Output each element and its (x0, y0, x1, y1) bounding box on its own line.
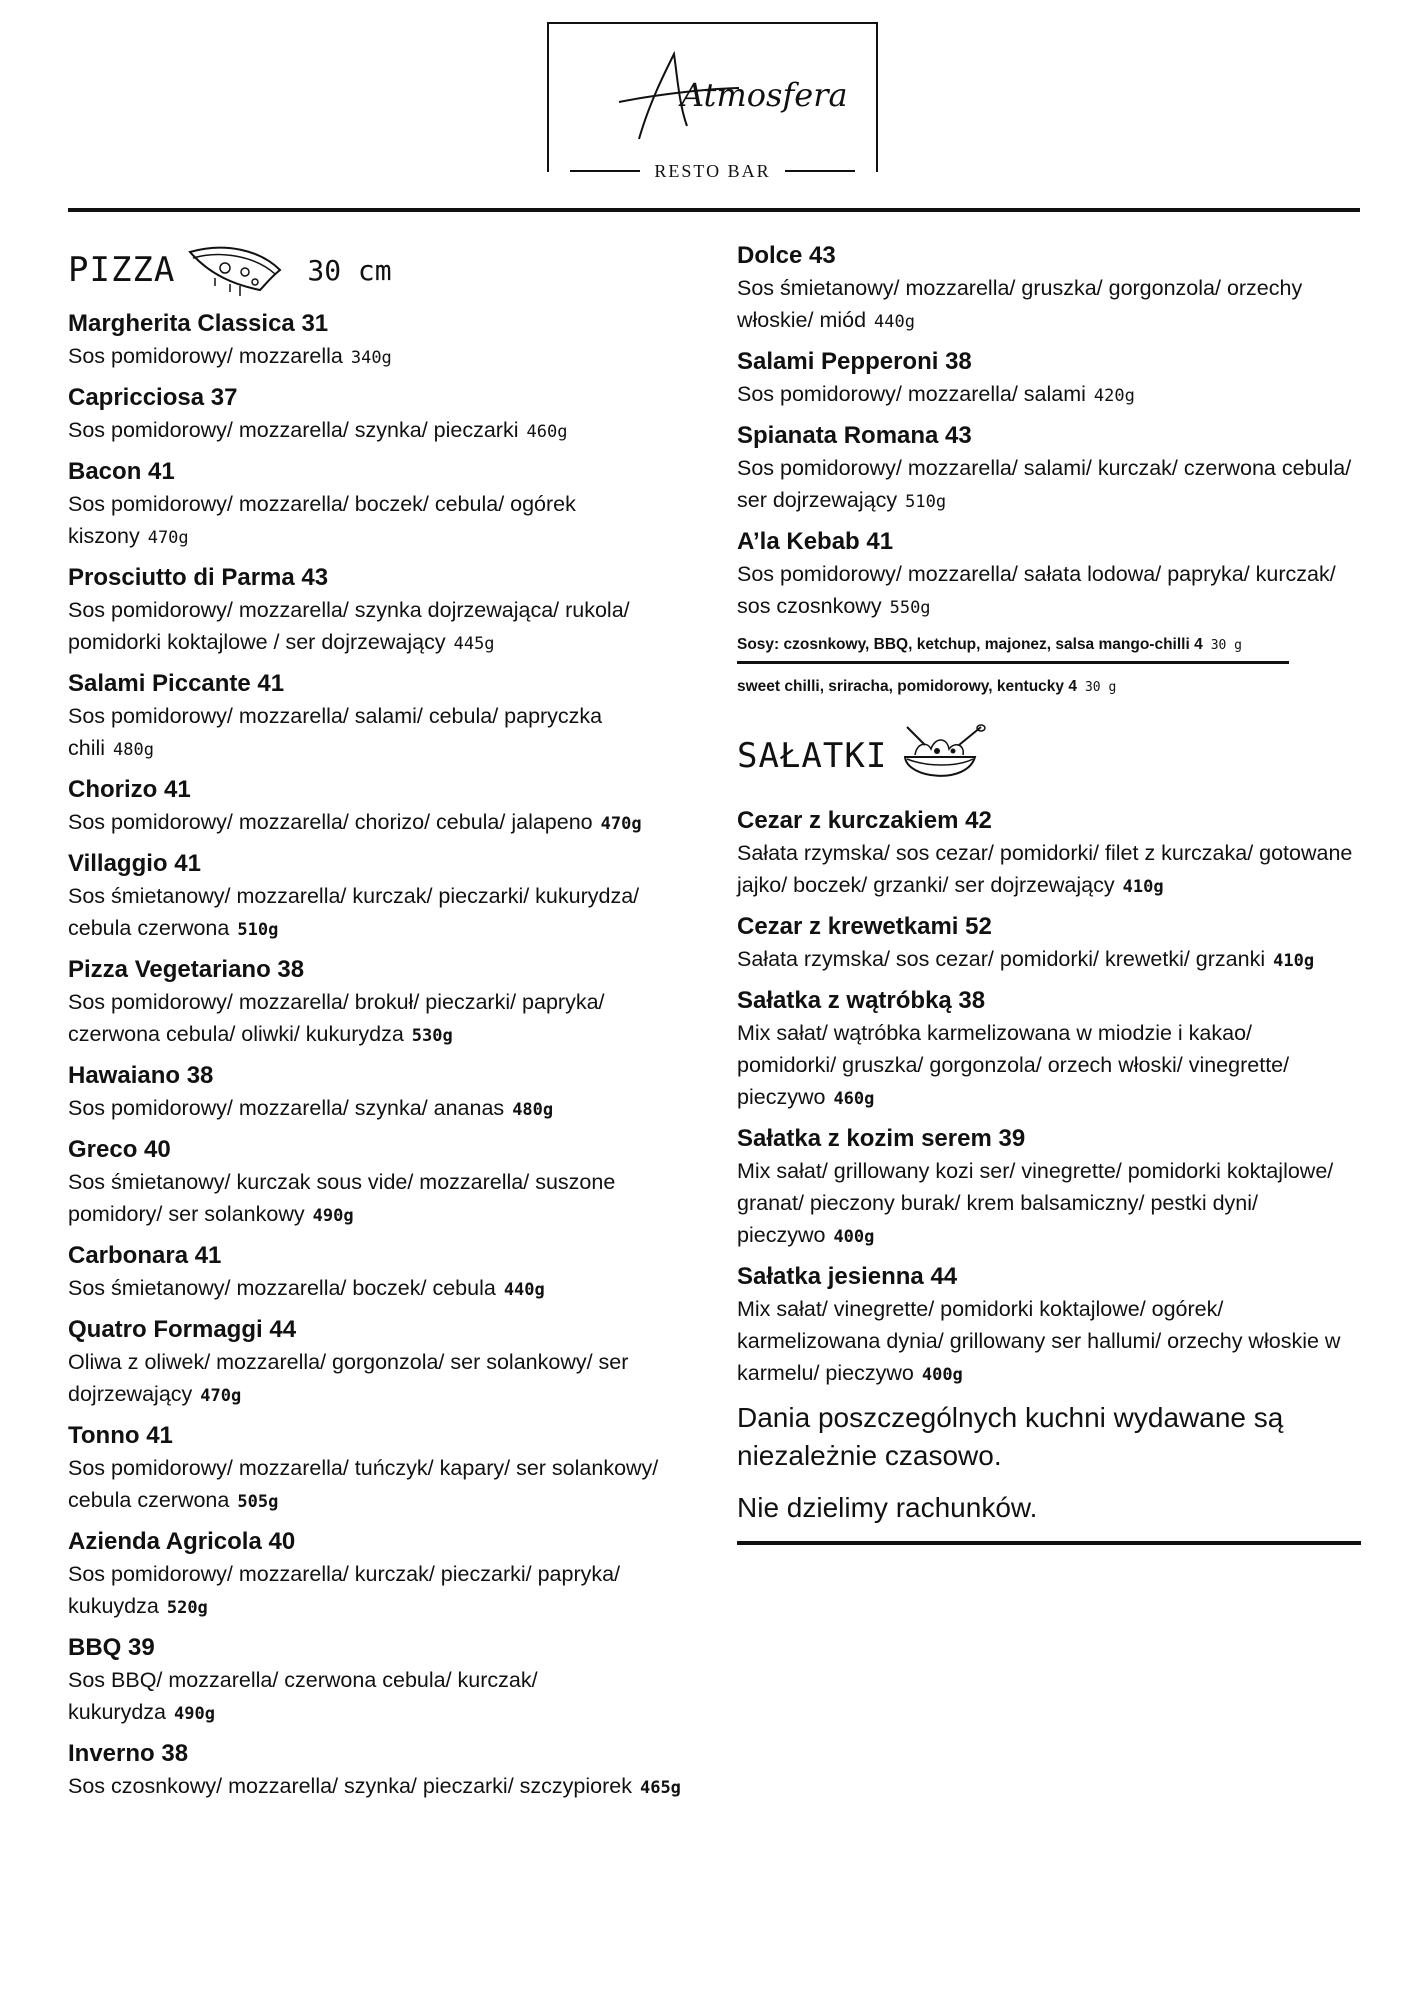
pizza-item-weight: 490g (312, 1206, 354, 1226)
pizza-item-name: Bacon 41 (68, 458, 175, 485)
salads-header (737, 721, 1357, 791)
pizza-item-description (68, 1092, 688, 1126)
pizza-list (68, 308, 688, 1804)
pizza-item-description (68, 1558, 688, 1624)
pizza-header (68, 240, 688, 300)
pizza-item-description (68, 1770, 688, 1804)
pizza-item-name: Dolce 43 (737, 242, 836, 269)
pizza-item-description (737, 452, 1357, 518)
salad-item (737, 1261, 1357, 1391)
bills-note: Nie dzielimy rachunków. (737, 1492, 1038, 1523)
pizza-item-name: A’la Kebab 41 (737, 528, 894, 555)
salad-item-description (737, 1293, 1357, 1391)
logo-subtitle-row (549, 156, 876, 186)
pizza-item-ingredients: Sos BBQ/ mozzarella/ czerwona cebula/ kurczak/ kukurydza (68, 1668, 538, 1724)
salad-item-weight: 400g (833, 1227, 875, 1247)
top-divider (68, 208, 1360, 212)
salad-item-ingredients: Mix sałat/ grillowany kozi ser/ vinegrette/ pomidorki koktajlowe/ granat/ pieczony burak/ krem balsamiczny/ pestki dyni/ pieczywo (737, 1159, 1334, 1247)
pizza-item-description (68, 986, 688, 1052)
pizza-item-ingredients: Sos pomidorowy/ mozzarella/ szynka/ pieczarki (68, 418, 519, 442)
pizza-item-ingredients: Sos śmietanowy/ mozzarella/ boczek/ cebula (68, 1276, 496, 1300)
sauces-text-1: Sosy: czosnkowy, BBQ, ketchup, majonez, salsa mango-chilli 4 (737, 636, 1203, 653)
pizza-item-ingredients: Sos śmietanowy/ kurczak sous vide/ mozzarella/ suszone pomidory/ ser solankowy (68, 1170, 616, 1226)
pizza-item-weight: 470g (200, 1386, 242, 1406)
pizza-item (68, 1632, 688, 1730)
pizza-item-weight: 340g (350, 348, 392, 368)
pizza-item-weight: 550g (889, 598, 931, 618)
pizza-item-name: Villaggio 41 (68, 850, 201, 877)
pizza-item-description (68, 594, 688, 660)
pizza-item-description (68, 700, 688, 766)
pizza-item (737, 346, 1357, 412)
salads-title: SAŁATKI (737, 736, 888, 776)
salad-item (737, 1123, 1357, 1253)
pizza-item-weight: 530g (411, 1026, 453, 1046)
sauces-weight-1: 30 g (1210, 638, 1243, 653)
pizza-item-ingredients: Sos pomidorowy/ mozzarella/ sałata lodowa/ papryka/ kurczak/ sos czosnkowy (737, 562, 1336, 618)
pizza-item-weight: 470g (600, 814, 642, 834)
pizza-item-description (68, 1664, 688, 1730)
bottom-divider (737, 1541, 1361, 1545)
pizza-item-weight: 445g (453, 634, 495, 654)
salad-item-weight: 410g (1122, 877, 1164, 897)
pizza-item-ingredients: Sos pomidorowy/ mozzarella/ tuńczyk/ kapary/ ser solankowy/ cebula czerwona (68, 1456, 659, 1512)
pizza-item-name: Capricciosa 37 (68, 384, 238, 411)
pizza-item-description (68, 414, 688, 448)
salad-item (737, 911, 1357, 977)
pizza-item-name: Margherita Classica 31 (68, 310, 329, 337)
pizza-item-ingredients: Sos pomidorowy/ mozzarella/ szynka/ ananas (68, 1096, 505, 1120)
pizza-item (68, 954, 688, 1052)
pizza-item-weight: 510g (237, 920, 279, 940)
pizza-item-name: Greco 40 (68, 1136, 171, 1163)
pizza-item-weight: 520g (166, 1598, 208, 1618)
salad-item-ingredients: Mix sałat/ vinegrette/ pomidorki koktajlowe/ ogórek/ karmelizowana dynia/ grillowany ser hallumi/ orzechy włoskie w karmelu/ pieczywo (737, 1297, 1341, 1385)
pizza-item (737, 420, 1357, 518)
pizza-item-name: Azienda Agricola 40 (68, 1528, 296, 1555)
pizza-item-weight: 440g (503, 1280, 545, 1300)
pizza-item-ingredients: Sos pomidorowy/ mozzarella/ salami/ cebula/ papryczka chili (68, 704, 603, 760)
pizza-item (68, 668, 688, 766)
pizza-item-ingredients: Sos pomidorowy/ mozzarella/ szynka dojrzewająca/ rukola/ pomidorki koktajlowe / ser dojrzewający (68, 598, 630, 654)
pizza-item (68, 1240, 688, 1306)
salad-item-name: Cezar z kurczakiem 42 (737, 807, 992, 834)
pizza-item-weight: 480g (512, 1100, 554, 1120)
timing-note: Dania poszczególnych kuchni wydawane są niezależnie czasowo. (737, 1402, 1284, 1471)
pizza-item (68, 1420, 688, 1518)
pizza-item-ingredients: Oliwa z oliwek/ mozzarella/ gorgonzola/ ser solankowy/ ser dojrzewający (68, 1350, 629, 1406)
pizza-item-description (68, 1272, 688, 1306)
salad-bowl-icon (897, 723, 987, 789)
pizza-slice-icon (185, 240, 285, 300)
sauces-line-1 (737, 634, 1357, 657)
pizza-item-description (68, 1166, 688, 1232)
pizza-item-name: BBQ 39 (68, 1634, 155, 1661)
logo-subtitle: RESTO BAR (650, 161, 774, 182)
pizza-item (68, 1738, 688, 1804)
pizza-item-weight: 510g (905, 492, 947, 512)
pizza-item-description (68, 1346, 688, 1412)
pizza-item-name: Hawaiano 38 (68, 1062, 214, 1089)
salad-item-weight: 400g (921, 1365, 963, 1385)
pizza-size: 30 cm (307, 253, 392, 287)
pizza-title: PIZZA (68, 250, 176, 290)
pizza-item-name: Inverno 38 (68, 1740, 189, 1767)
pizza-item-ingredients: Sos pomidorowy/ mozzarella (68, 344, 343, 368)
pizza-item-name: Chorizo 41 (68, 776, 191, 803)
pizza-item (68, 456, 688, 554)
pizza-item-description (68, 880, 688, 946)
salad-item-name: Sałatka z wątróbką 38 (737, 987, 986, 1014)
salad-item-description (737, 837, 1357, 903)
sauces-weight-2: 30 g (1084, 680, 1117, 695)
salad-item (737, 985, 1357, 1115)
pizza-item-description (737, 272, 1357, 338)
pizza-item-ingredients: Sos pomidorowy/ mozzarella/ brokuł/ pieczarki/ papryka/ czerwona cebula/ oliwki/ kukurydza (68, 990, 605, 1046)
salad-item-weight: 410g (1273, 951, 1315, 971)
pizza-item-weight: 460g (526, 422, 568, 442)
salad-list (737, 805, 1357, 1391)
logo (547, 22, 878, 181)
pizza-item (737, 240, 1357, 338)
salad-item-description (737, 943, 1357, 977)
pizza-item-description (68, 1452, 688, 1518)
pizza-item-description (737, 558, 1357, 624)
pizza-item-description (68, 806, 688, 840)
salad-item-name: Sałatka jesienna 44 (737, 1263, 958, 1290)
pizza-item (68, 562, 688, 660)
pizza-item (737, 526, 1357, 624)
logo-script (579, 44, 849, 144)
salad-item (737, 805, 1357, 903)
sauces-text-2: sweet chilli, sriracha, pomidorowy, kentucky 4 (737, 678, 1077, 695)
right-column (737, 240, 1357, 1545)
pizza-item-description (737, 378, 1357, 412)
salad-item-ingredients: Sałata rzymska/ sos cezar/ pomidorki/ krewetki/ grzanki (737, 947, 1266, 971)
pizza-item-ingredients: Sos czosnkowy/ mozzarella/ szynka/ pieczarki/ szczypiorek (68, 1774, 632, 1798)
pizza-item-ingredients: Sos pomidorowy/ mozzarella/ boczek/ cebula/ ogórek kiszony (68, 492, 576, 548)
salad-item-description (737, 1017, 1357, 1115)
pizza-item-name: Carbonara 41 (68, 1242, 222, 1269)
pizza-item-weight: 470g (147, 528, 189, 548)
pizza-item-ingredients: Sos śmietanowy/ mozzarella/ kurczak/ pieczarki/ kukurydza/ cebula czerwona (68, 884, 640, 940)
pizza-item-description (68, 488, 688, 554)
pizza-item-name: Spianata Romana 43 (737, 422, 972, 449)
pizza-item (68, 1060, 688, 1126)
pizza-item-ingredients: Sos pomidorowy/ mozzarella/ salami (737, 382, 1086, 406)
pizza-item (68, 382, 688, 448)
pizza-item-name: Prosciutto di Parma 43 (68, 564, 329, 591)
salad-item-ingredients: Sałata rzymska/ sos cezar/ pomidorki/ filet z kurczaka/ gotowane jajko/ boczek/ grzanki/ ser dojrzewający (737, 841, 1353, 897)
pizza-item (68, 308, 688, 374)
pizza-item-weight: 480g (113, 740, 154, 760)
left-column (68, 240, 688, 1812)
pizza-item-weight: 465g (639, 1778, 681, 1798)
pizza-item (68, 1526, 688, 1624)
salad-item-weight: 460g (833, 1089, 875, 1109)
pizza-item-weight: 505g (237, 1492, 279, 1512)
pizza-item-ingredients: Sos śmietanowy/ mozzarella/ gruszka/ gorgonzola/ orzechy włoskie/ miód (737, 276, 1303, 332)
salad-item-name: Sałatka z kozim serem 39 (737, 1125, 1026, 1152)
salad-item-description (737, 1155, 1357, 1253)
logo-wordmark: Atmosfera (681, 76, 848, 114)
pizza-item (68, 848, 688, 946)
pizza-item (68, 774, 688, 840)
pizza-item-weight: 490g (174, 1704, 215, 1724)
pizza-item-description (68, 340, 688, 374)
sauces-divider (737, 661, 1289, 664)
pizza-item-name: Tonno 41 (68, 1422, 173, 1449)
pizza-item-weight: 440g (874, 312, 915, 332)
pizza-item-name: Salami Piccante 41 (68, 670, 285, 697)
pizza-item (68, 1314, 688, 1412)
sauces-line-2 (737, 676, 1357, 699)
pizza-item (68, 1134, 688, 1232)
pizza-item-name: Pizza Vegetariano 38 (68, 956, 305, 983)
pizza-item-name: Quatro Formaggi 44 (68, 1316, 297, 1343)
pizza-item-weight: 420g (1093, 386, 1135, 406)
salad-item-ingredients: Mix sałat/ wątróbka karmelizowana w miodzie i kakao/ pomidorki/ gruszka/ gorgonzola/ orzech włoski/ vinegrette/ pieczywo (737, 1021, 1290, 1109)
pizza-item-ingredients: Sos pomidorowy/ mozzarella/ kurczak/ pieczarki/ papryka/ kukuydza (68, 1562, 621, 1618)
salad-item-name: Cezar z krewetkami 52 (737, 913, 992, 940)
pizza-item-name: Salami Pepperoni 38 (737, 348, 972, 375)
pizza-item-ingredients: Sos pomidorowy/ mozzarella/ chorizo/ cebula/ jalapeno (68, 810, 593, 834)
pizza-item-ingredients: Sos pomidorowy/ mozzarella/ salami/ kurczak/ czerwona cebula/ ser dojrzewający (737, 456, 1352, 512)
pizza-list-continued (737, 240, 1357, 624)
